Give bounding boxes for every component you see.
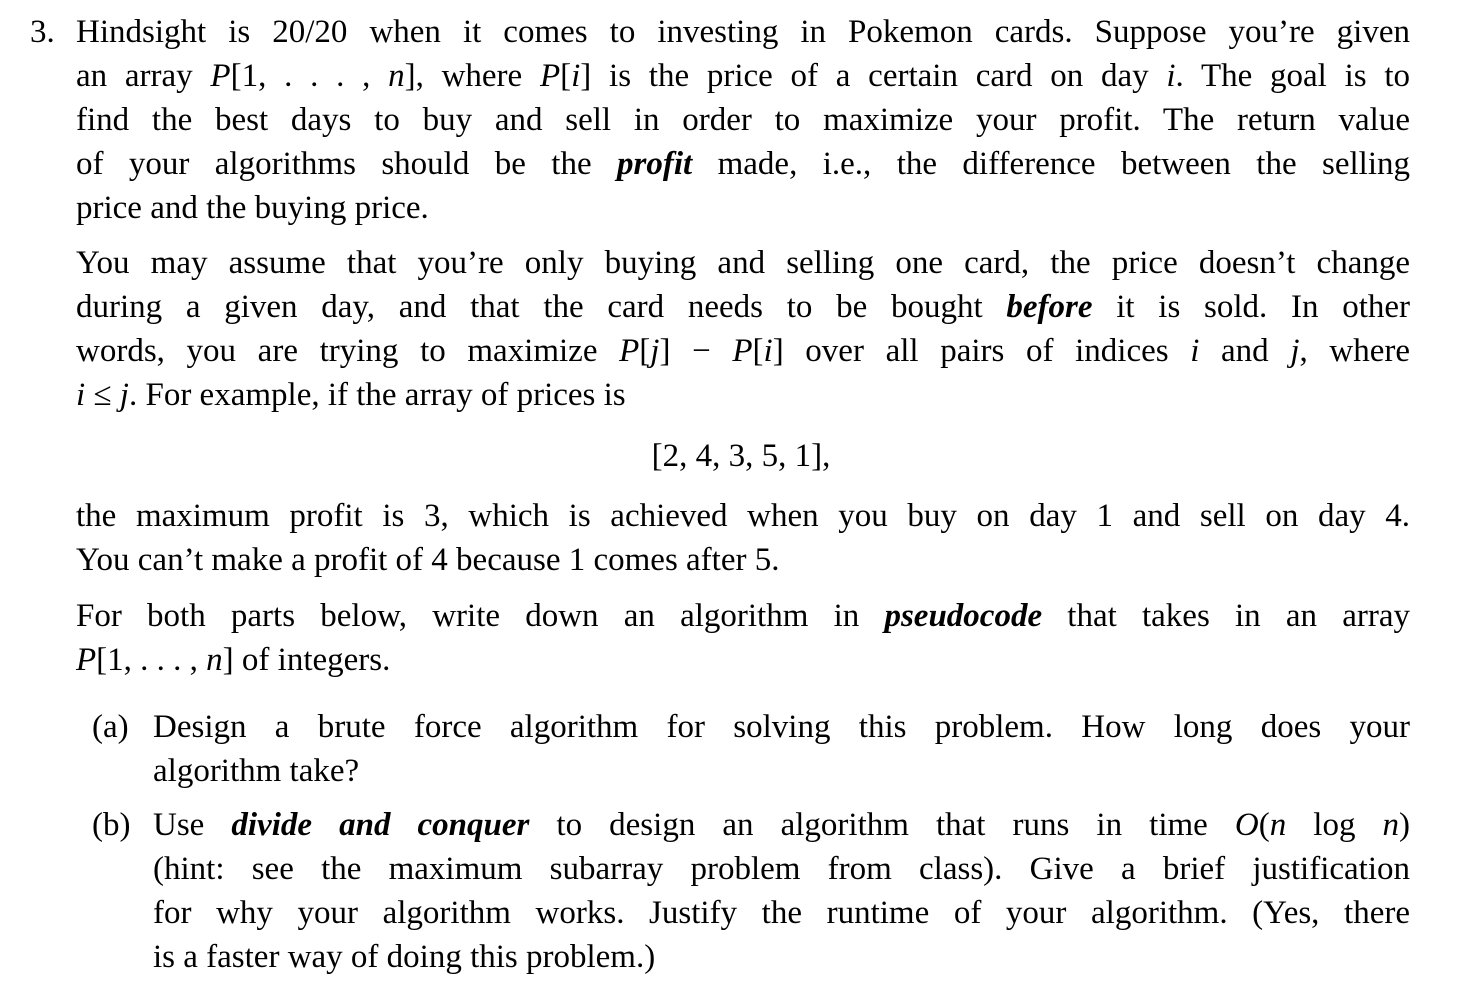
- p2-line-1: You may assume that you’re only buying and selling one card, the price doesn’t change: [76, 245, 1410, 281]
- p4-line-2: P[1, . . . , n] of integers.: [76, 642, 391, 678]
- p1-line-3: find the best days to buy and sell in order to maximize your profit. The return value: [76, 102, 1410, 138]
- p2-line-2: during a given day, and that the card needs to be bought before it is sold. In other: [76, 289, 1410, 325]
- p3-line-1: the maximum profit is 3, which is achieved when you buy on day 1 and sell on day 4.: [76, 498, 1410, 534]
- part-a-line-2: algorithm take?: [153, 753, 360, 789]
- p3-line-2: You can’t make a profit of 4 because 1 comes after 5.: [76, 542, 780, 578]
- part-b-line-3: for why your algorithm works. Justify the runtime of your algorithm. (Yes, there: [153, 895, 1410, 931]
- part-b-line-2: (hint: see the maximum subarray problem from class). Give a brief justification: [153, 851, 1410, 887]
- p1-line-4: of your algorithms should be the profit made, i.e., the difference between the selling: [76, 146, 1410, 182]
- p1-line-5: price and the buying price.: [76, 190, 429, 226]
- problem-number: 3.: [30, 14, 55, 50]
- p4-line-1: For both parts below, write down an algorithm in pseudocode that takes in an array: [76, 598, 1410, 634]
- p2-line-3: words, you are trying to maximize P[j] − P[i] over all pairs of indices i and j, where: [76, 333, 1410, 369]
- part-b-line-1: Use divide and conquer to design an algorithm that runs in time O(n log n): [153, 807, 1411, 843]
- p1-line-2: an array P[1, . . . , n], where P[i] is the price of a certain card on day i. The goal is to: [76, 58, 1410, 94]
- part-b-line-4: is a faster way of doing this problem.): [153, 939, 656, 975]
- part-b-label: (b): [92, 807, 131, 843]
- example-array: [2, 4, 3, 5, 1],: [651, 438, 831, 474]
- part-a-label: (a): [92, 709, 129, 745]
- p2-line-4: i ≤ j. For example, if the array of prices is: [76, 377, 626, 413]
- p1-line-1: Hindsight is 20/20 when it comes to investing in Pokemon cards. Suppose you’re given: [76, 14, 1410, 50]
- part-a-line-1: Design a brute force algorithm for solving this problem. How long does your: [153, 709, 1410, 745]
